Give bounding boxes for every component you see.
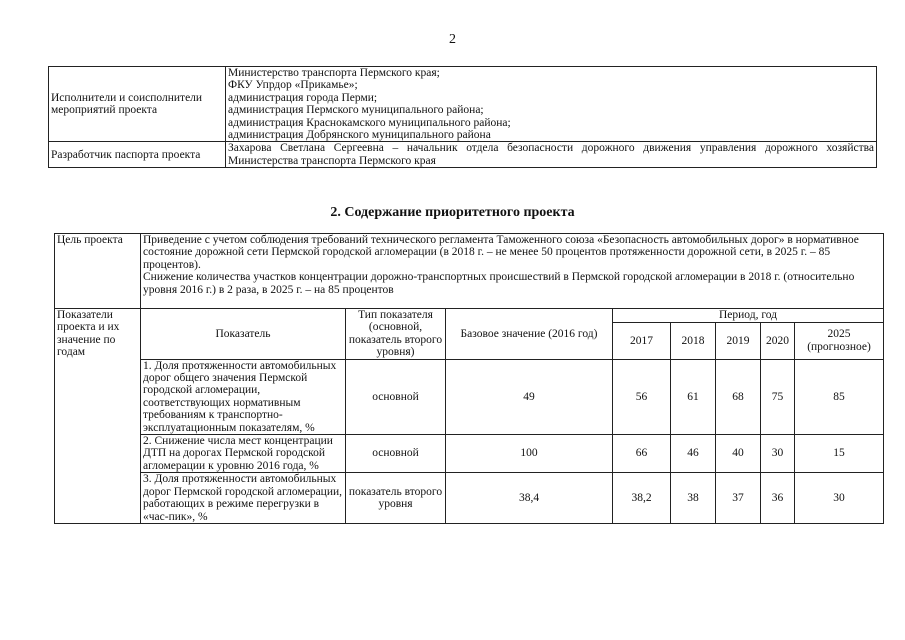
indicator-type: показатель второго уровня	[346, 473, 446, 524]
section-title: 2. Содержание приоритетного проекта	[330, 205, 575, 220]
table-row	[55, 473, 884, 524]
indicator-base: 49	[446, 359, 613, 434]
indicator-value: 36	[761, 473, 795, 524]
header-year: 2020	[761, 323, 795, 360]
executor-item: администрация Пермского муниципального района;	[228, 104, 484, 117]
developer-row	[49, 142, 877, 168]
header-indicator: Показатель	[141, 309, 346, 360]
indicator-value: 40	[716, 435, 761, 473]
indicator-value: 30	[761, 435, 795, 473]
header-year: 2019	[716, 323, 761, 360]
executor-item: ФКУ Упрдор «Прикамье»;	[228, 79, 358, 92]
goal-label: Цель проекта	[55, 234, 141, 309]
passport-table	[48, 66, 877, 168]
header-period: Период, год	[613, 309, 884, 323]
indicator-base: 100	[446, 435, 613, 473]
header-year: 2018	[671, 323, 716, 360]
goal-text	[141, 234, 884, 309]
indicator-name: 1. Доля протяженности автомобильных дорог общего значения Пермской городской агломерации, соответствующих нормативным требованиям к транспортно-эксплуатационным показателям, %	[141, 359, 346, 434]
indicator-value: 38,2	[613, 473, 671, 524]
indicator-value: 30	[795, 473, 884, 524]
goal-row	[55, 234, 884, 309]
page-number: 2	[449, 32, 456, 47]
indicator-value: 15	[795, 435, 884, 473]
indicators-header-row	[55, 309, 884, 323]
indicator-value: 56	[613, 359, 671, 434]
indicator-name: 3. Доля протяженности автомобильных дорог Пермской городской агломерации, работающих в режиме перегрузки в «час-пик», %	[141, 473, 346, 524]
goal-paragraph: Приведение с учетом соблюдения требований технического регламента Таможенного союза «Безопасность автомобильных дорог» в нормативное состояние дорожной сети Пермской городской агломерации (в 2018 г. – не менее 50 процентов протяженности дорожной сети, в 2025 г. – 85 процентов).	[143, 234, 859, 271]
developer-label: Разработчик паспорта проекта	[49, 142, 226, 168]
executor-item: администрация Добрянского муниципального района	[228, 129, 491, 142]
executors-row	[49, 67, 877, 142]
header-base: Базовое значение (2016 год)	[446, 309, 613, 360]
indicator-type: основной	[346, 435, 446, 473]
indicator-value: 68	[716, 359, 761, 434]
developer-value	[226, 142, 877, 168]
developer-text: Захарова Светлана Сергеевна – начальник отдела безопасности дорожного движения управления дорожного хозяйства Министерства транспорта Пермского края	[228, 142, 874, 167]
indicator-value: 85	[795, 359, 884, 434]
table-row	[55, 435, 884, 473]
project-content-table	[54, 233, 884, 524]
executor-item: администрация города Перми;	[228, 91, 378, 104]
indicators-label: Показатели проекта и их значение по годам	[55, 309, 141, 524]
indicator-value: 38	[671, 473, 716, 524]
indicator-value: 61	[671, 359, 716, 434]
executor-item: администрация Краснокамского муниципального района;	[228, 116, 511, 129]
indicator-base: 38,4	[446, 473, 613, 524]
header-year: 2025 (прогнозное)	[795, 323, 884, 360]
indicator-value: 37	[716, 473, 761, 524]
goal-paragraph: Снижение количества участков концентрации дорожно-транспортных происшествий в Пермской городской агломерации в 2018 г. (относительно уровня 2016 г.) в 2 раза, в 2025 г. – на 85 процентов	[143, 271, 855, 296]
header-year: 2017	[613, 323, 671, 360]
table-row	[55, 359, 884, 434]
indicator-value: 75	[761, 359, 795, 434]
executor-item: Министерство транспорта Пермского края;	[228, 67, 440, 79]
executors-label: Исполнители и соисполнители мероприятий проекта	[49, 67, 226, 142]
indicator-type: основной	[346, 359, 446, 434]
indicator-name: 2. Снижение числа мест концентрации ДТП на дорогах Пермской городской агломерации к уровню 2016 года, %	[141, 435, 346, 473]
executors-list	[226, 67, 877, 142]
indicator-value: 46	[671, 435, 716, 473]
header-type: Тип показателя (основной, показатель второго уровня)	[346, 309, 446, 360]
indicator-value: 66	[613, 435, 671, 473]
